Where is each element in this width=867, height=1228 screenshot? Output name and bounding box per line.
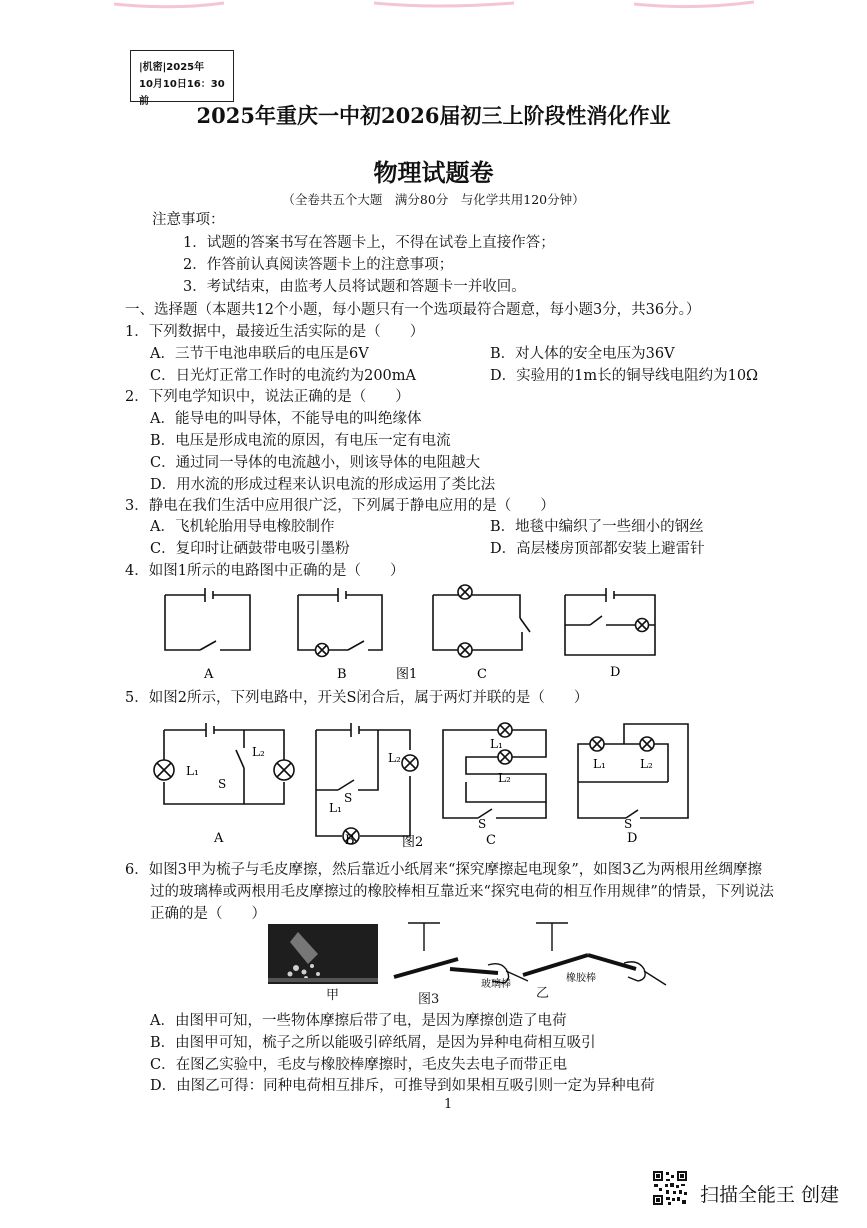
label-l2: L₂ — [498, 771, 511, 785]
label-l2: L₂ — [252, 745, 265, 759]
fig2-option-a: A — [214, 831, 224, 846]
fig2-option-b: B — [345, 833, 355, 848]
fig1-option-a: A — [204, 667, 214, 682]
scan-edge-marks — [114, 0, 754, 14]
q6-option-d: D．由图乙可得：同种电荷相互排斥，可推导到如果相互吸引则一定为异种电荷 — [150, 1078, 655, 1094]
label-s: S — [218, 777, 227, 791]
question-6-stem-line-3: 正确的是（ ） — [150, 906, 266, 922]
label-l1: L₁ — [490, 737, 503, 751]
label-l1: L₁ — [329, 801, 342, 815]
label-l2: L₂ — [640, 757, 653, 771]
fig2-option-c: C — [486, 833, 496, 848]
circuit-a-diagram — [165, 588, 250, 650]
q1-option-b: B．对人体的安全电压为36V — [490, 346, 675, 362]
exam-title: 2025年重庆一中初2026届初三上阶段性消化作业 — [196, 103, 671, 128]
section-heading: 一、选择题（本题共12个小题，每小题只有一个选项最符合题意，每小题3分，共36分。） — [125, 302, 701, 318]
question-4-stem: 4．如图1所示的电路图中正确的是（ ） — [125, 563, 405, 579]
circuit-d-diagram — [565, 588, 655, 655]
label-s: S — [344, 791, 353, 805]
figure-1-circuits — [150, 580, 690, 685]
fig2-option-d: D — [627, 831, 638, 846]
scanner-brand: 扫描全能王 创建 — [699, 1184, 839, 1206]
notes-heading: 注意事项： — [152, 212, 225, 228]
fig1-label: 图1 — [396, 667, 418, 682]
exam-subtitle: 物理试题卷 — [373, 158, 494, 187]
rod-experiment-drawing — [388, 915, 668, 1000]
confidential-stamp — [130, 50, 234, 107]
secret-line-1: |机密|2025年 — [139, 62, 205, 73]
label-glass-rod: 玻璃棒 — [481, 979, 511, 990]
q2-option-a: A．能导电的叫导体，不能导电的叫绝缘体 — [150, 411, 422, 427]
page-number: 1 — [444, 1097, 453, 1112]
fig3-label: 图3 — [418, 992, 440, 1007]
question-6-stem-line-1: 6．如图3甲为梳子与毛皮摩擦，然后靠近小纸屑来“探究摩擦起电现象”，如图3乙为两根用丝绸摩擦 — [125, 862, 762, 878]
label-s: S — [624, 817, 633, 831]
fig1-option-d: D — [610, 665, 621, 680]
circuit-b-diagram — [298, 588, 382, 657]
label-l1: L₁ — [186, 764, 199, 778]
q3-option-c: C．复印时让硒鼓带电吸引墨粉 — [150, 541, 350, 557]
label-l2: L₂ — [388, 751, 401, 765]
label-s: S — [478, 817, 487, 831]
q2-option-c: C．通过同一导体的电流越小，则该导体的电阻越大 — [150, 455, 481, 471]
note-item: 1．试题的答案书写在答题卡上，不得在试卷上直接作答； — [183, 235, 555, 251]
note-item: 2．作答前认真阅读答题卡上的注意事项； — [183, 257, 454, 273]
q3-option-b: B．地毯中编织了一些细小的钢丝 — [490, 519, 704, 535]
circuit-c-diagram — [433, 585, 530, 657]
secret-line-2: 10月10日16：30前 — [139, 79, 225, 107]
question-2-stem: 2．下列电学知识中，说法正确的是（ ） — [125, 389, 410, 405]
fig2-label: 图2 — [402, 835, 424, 850]
q3-option-a: A．飞机轮胎用导电橡胶制作 — [150, 519, 335, 535]
q1-option-d: D．实验用的1m长的铜导线电阻约为10Ω — [490, 368, 759, 384]
fig1-option-c: C — [477, 667, 487, 682]
circuit-a-diagram — [154, 723, 294, 804]
q6-option-c: C．在图乙实验中，毛皮与橡胶棒摩擦时，毛皮失去电子而带正电 — [150, 1057, 568, 1073]
label-jia: 甲 — [326, 988, 340, 1003]
q6-option-b: B．由图甲可知，梳子之所以能吸引碎纸屑，是因为异种电荷相互吸引 — [150, 1035, 596, 1051]
comb-paper-photo — [268, 924, 378, 984]
q1-option-c: C．日光灯正常工作时的电流约为200mA — [150, 368, 416, 384]
question-5-stem: 5．如图2所示，下列电路中，开关S闭合后，属于两灯并联的是（ ） — [125, 690, 589, 706]
fig1-option-b: B — [337, 667, 347, 682]
label-yi: 乙 — [536, 986, 550, 1001]
q3-option-d: D．高层楼房顶部都安装上避雷针 — [490, 541, 705, 557]
q2-option-d: D．用水流的形成过程来认识电流的形成运用了类比法 — [150, 477, 496, 493]
q6-option-a: A．由图甲可知，一些物体摩擦后带了电，是因为摩擦创造了电荷 — [150, 1013, 567, 1029]
exam-meta: （全卷共五个大题 满分80分 与化学共用120分钟） — [282, 192, 585, 207]
note-item: 3．考试结束，由监考人员将试题和答题卡一并收回。 — [183, 279, 526, 295]
circuit-b-diagram — [316, 723, 418, 844]
qr-code-icon — [652, 1170, 688, 1206]
figure-2-circuits — [148, 712, 708, 852]
q2-option-b: B．电压是形成电流的原因，有电压一定有电流 — [150, 433, 451, 449]
question-1-stem: 1．下列数据中，最接近生活实际的是（ ） — [125, 324, 425, 340]
circuit-d-diagram — [578, 724, 688, 818]
q1-option-a: A．三节干电池串联后的电压是6V — [150, 346, 369, 362]
label-rubber-rod: 橡胶棒 — [566, 973, 596, 984]
label-l1: L₁ — [593, 757, 606, 771]
question-3-stem: 3．静电在我们生活中应用很广泛，下列属于静电应用的是（ ） — [125, 498, 555, 514]
question-6-stem-line-2: 过的玻璃棒或两根用毛皮摩擦过的橡胶棒相互靠近来“探究电荷的相互作用规律”的情景，下列说法 — [150, 884, 774, 900]
